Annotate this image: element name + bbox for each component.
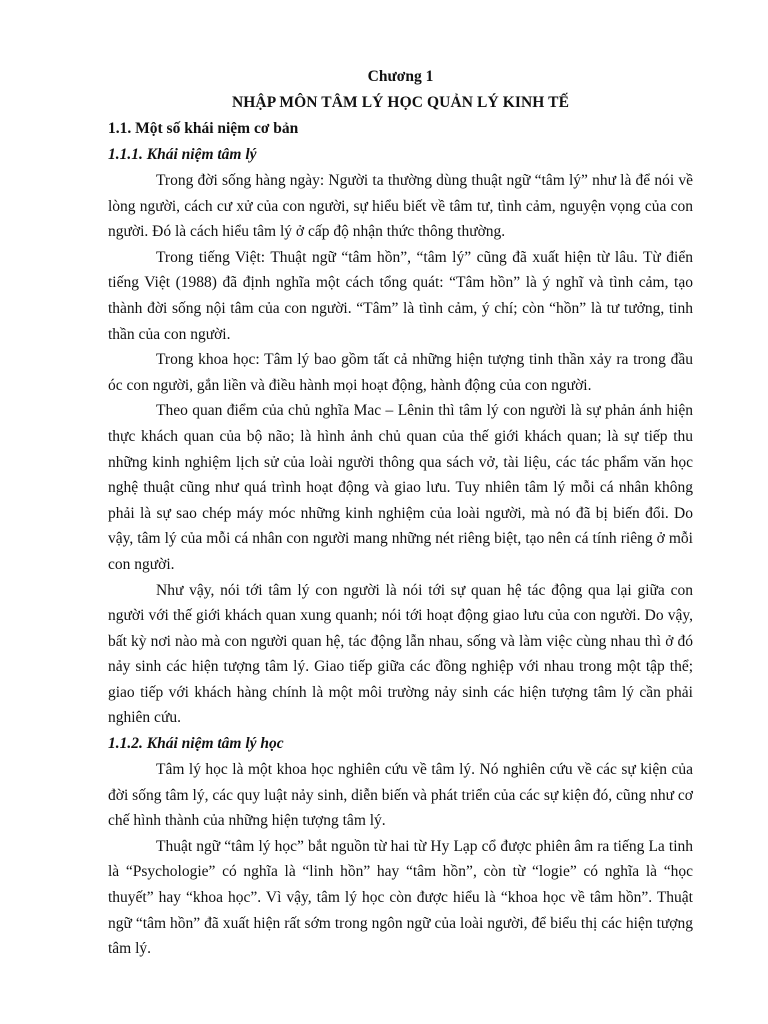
chapter-label: Chương 1 (367, 68, 434, 85)
paragraph: Theo quan điểm của chủ nghĩa Mac – Lênin thì tâm lý con người là sự phản ánh hiện thực khách quan của bộ não; là hình ảnh chủ quan của thế giới khách quan; là sự tiếp thu những kinh nghiệm lịch sử của loài người thông qua sách vở, tài liệu, các tác phẩm văn học nghệ thuật cũng như quá trình hoạt động và giao lưu. Tuy nhiên tâm lý mỗi cá nhân không phải là sự sao chép máy móc những kinh nghiệm của loài người, mà nó đã bị biến đổi. Do vậy, tâm lý của mỗi cá nhân con người mang những nét riêng biệt, tạo nên cá tính riêng ở mỗi con người. (108, 402, 693, 573)
paragraph: Thuật ngữ “tâm lý học” bắt nguồn từ hai từ Hy Lạp cổ được phiên âm ra tiếng La tinh là “Psychologie” có nghĩa là “linh hồn” hay “tâm hồn”, còn từ “logie” có nghĩa là “học thuyết” hay “khoa học”. Vì vậy, tâm lý học còn được hiểu là “khoa học về tâm hồn”. Thuật ngữ “tâm hồn” đã xuất hiện rất sớm trong ngôn ngữ của loài người, để biểu thị các hiện tượng tâm lý. (108, 837, 693, 958)
paragraph: Như vậy, nói tới tâm lý con người là nói tới sự quan hệ tác động qua lại giữa con người với thế giới khách quan xung quanh; nói tới hoạt động giao lưu của con người. Do vậy, bất kỳ nơi nào mà con người quan hệ, tác động lẫn nhau, sống và làm việc cùng nhau thì ở đó nảy sinh các hiện tượng tâm lý. Giao tiếp giữa các đồng nghiệp với nhau trong một tập thể; giao tiếp với khách hàng chính là một môi trường nảy sinh các hiện tượng tâm lý cần phải nghiên cứu. (108, 581, 693, 727)
paragraph: Trong khoa học: Tâm lý bao gồm tất cả những hiện tượng tinh thần xảy ra trong đầu óc con người, gắn liền và điều hành mọi hoạt động, hành động của con người. (108, 351, 693, 394)
chapter-title: NHẬP MÔN TÂM LÝ HỌC QUẢN LÝ KINH TẾ (231, 94, 570, 111)
paragraph: Tâm lý học là một khoa học nghiên cứu về tâm lý. Nó nghiên cứu về các sự kiện của đời sống tâm lý, các quy luật nảy sinh, diễn biến và phát triển của các sự kiện đó, cũng như cơ chế hình thành của những hiện tượng tâm lý. (108, 761, 693, 830)
subsection-heading-1-1-2: 1.1.2. Khái niệm tâm lý học (108, 735, 284, 753)
section-heading-1-1: 1.1. Một số khái niệm cơ bản (108, 120, 299, 137)
paragraph: Trong đời sống hàng ngày: Người ta thường dùng thuật ngữ “tâm lý” như là để nói về lòng người, cách cư xử của con người, sự hiểu biết về tâm tư, tình cảm, nguyện vọng của con người. Đó là cách hiểu tâm lý ở cấp độ nhận thức thông thường. (108, 172, 693, 241)
paragraph: Trong tiếng Việt: Thuật ngữ “tâm hồn”, “tâm lý” cũng đã xuất hiện từ lâu. Từ điển tiếng Việt (1988) đã định nghĩa một cách tổng quát: “Tâm hồn” là ý nghĩ và tình cảm, tạo thành đời sống nội tâm của con người. “Tâm” là tình cảm, ý chí; còn “hồn” là tư tưởng, tinh thần của con người. (108, 248, 693, 343)
subsection-heading-1-1-1: 1.1.1. Khái niệm tâm lý (108, 146, 257, 163)
document-page (108, 64, 693, 962)
